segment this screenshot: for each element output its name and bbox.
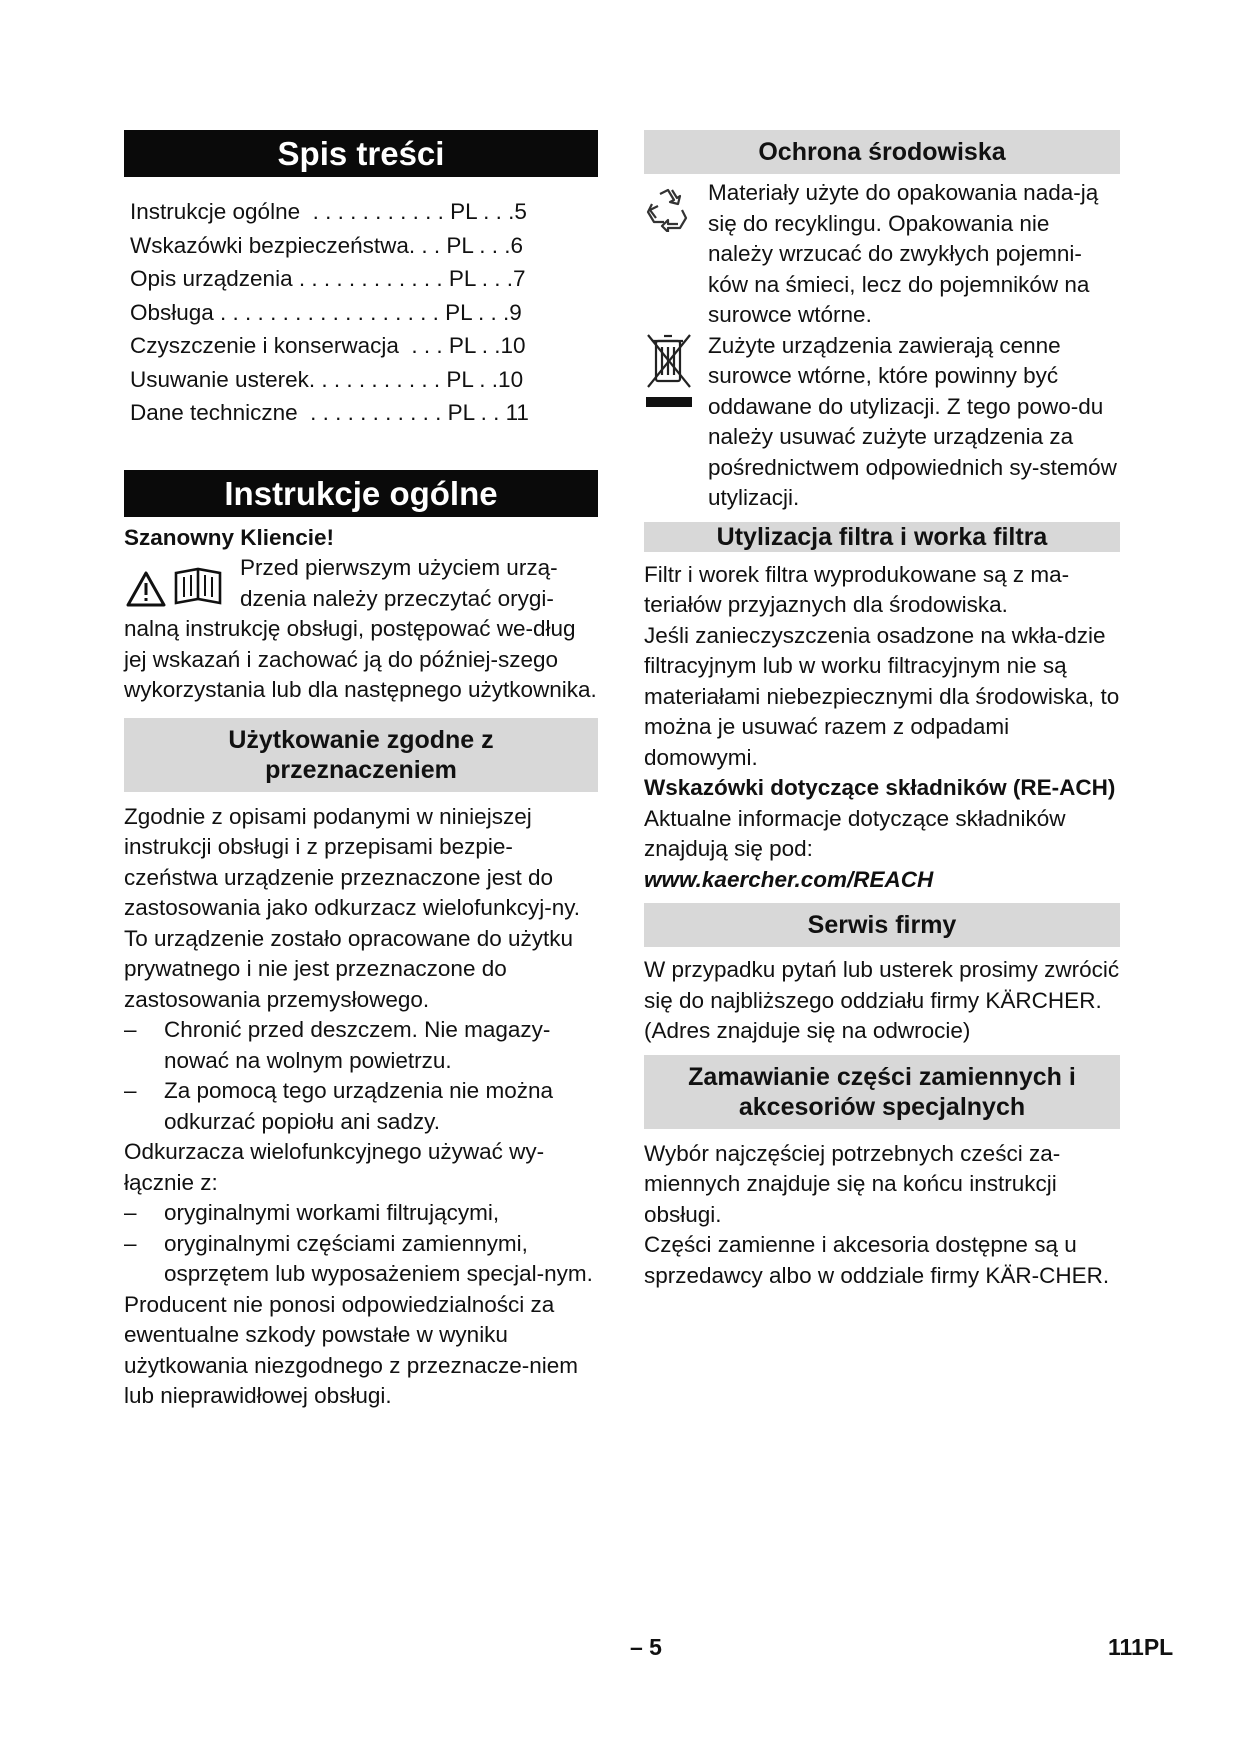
dear-customer-heading: Szanowny Kliencie! — [124, 524, 335, 550]
intended-use-paragraph: Zgodnie z opisami podanymi w niniejszej instrukcji obsługi i z przepisami bezpie-czeństwa urządzenie przeznaczone jest do zastosowania jako odkurzacz wielofunkcyj-ny. — [124, 803, 581, 920]
intro-paragraph: nalną instrukcję obsługi, postępować we-dług jej wskazań i zachować ją do później-szego wykorzystania lub dla następnego użytkownika. — [124, 616, 597, 702]
toc-entry[interactable]: Opis urządzenia . . . . . . . . . . . . PL . . .7 — [130, 266, 526, 291]
toc-entry[interactable]: Usuwanie usterek. . . . . . . . . . . PL . .10 — [130, 366, 524, 392]
reach-heading: Wskazówki dotyczące składników (RE-ACH) — [644, 775, 1116, 800]
dash-mark: – — [124, 1017, 137, 1042]
reach-paragraph: Aktualne informacje dotyczące składników znajdują się pod: — [644, 805, 1066, 861]
spare-parts-paragraph: Wybór najczęściej potrzebnych cześci za-miennych znajduje się na końcu instrukcji obsługi. — [644, 1140, 1061, 1227]
service-address-note: (Adres znajduje się na odwrocie) — [644, 1018, 971, 1043]
toc-entry[interactable]: Instrukcje ogólne . . . . . . . . . . . PL . . .5 — [130, 199, 527, 224]
dash-mark: – — [124, 1230, 137, 1256]
dash-item: – Chronić przed deszczem. Nie magazy-nować na wolnym powietrzu. — [124, 1017, 551, 1073]
filter-paragraph: Filtr i worek filtra wyprodukowane są z ma-teriałów przyjaznych dla środowiska. — [644, 561, 1070, 617]
intended-use-title: Użytkowanie zgodne z przeznaczeniem — [124, 718, 598, 792]
left-column — [124, 130, 598, 1412]
warning-icon — [126, 571, 166, 607]
crossed-bin-icon — [644, 331, 694, 411]
liability-paragraph: Producent nie ponosi odpowiedzialności za ewentualne szkody powstałe w wyniku użytkowania niezgodnego z przeznacze-niem lub nieprawidłowej obsługi. — [124, 1291, 579, 1408]
recycling-paragraph: Materiały użyte do opakowania nada-ją się do recyklingu. Opakowania nie należy wrzucać do zwykłych pojemni-ków na śmieci, lecz do pojemników na surowce wtórne. — [708, 180, 1099, 327]
filter-disposal-title: Utylizacja filtra i worka filtra — [644, 522, 1120, 552]
dash-mark: – — [124, 1078, 137, 1103]
recycling-icon — [644, 188, 690, 232]
intro-with-icons — [124, 553, 598, 614]
table-of-contents — [130, 195, 598, 430]
dash-item: – oryginalnymi workami filtrującymi, — [124, 1198, 598, 1229]
weee-paragraph: Zużyte urządzenia zawierają cenne surowce wtórne, które powinny być oddawane do utylizacji. Z tego powo-du należy usuwać zużyte urządzenia za pośrednictwem odpowiednich sy-stemów utylizacji. — [708, 332, 1117, 510]
environment-title: Ochrona środowiska — [644, 130, 1120, 174]
toc-title: Spis treści — [124, 130, 598, 177]
dash-item: – Za pomocą tego urządzenia nie można odkurzać popiołu ani sadzy. — [124, 1078, 553, 1134]
toc-entry[interactable]: Wskazówki bezpieczeństwa. . . PL . . .6 — [130, 232, 524, 258]
spare-parts-title: Zamawianie części zamiennych i akcesoriów specjalnych — [644, 1055, 1120, 1129]
dash-item: – oryginalnymi częściami zamiennymi, osprzętem lub wyposażeniem specjal-nym. — [124, 1230, 593, 1286]
toc-entry[interactable]: Obsługa . . . . . . . . . . . . . . . . . . PL . . .9 — [130, 299, 522, 325]
spare-parts-paragraph: Części zamienne i akcesoria dostępne są u sprzedawcy albo w oddziale firmy KÄR-CHER. — [644, 1232, 1110, 1288]
toc-entry[interactable]: Dane techniczne . . . . . . . . . . . PL . . 11 — [130, 400, 529, 425]
toc-entry[interactable]: Czyszczenie i konserwacja . . . PL . .10 — [130, 333, 526, 358]
weee-note — [644, 331, 1120, 514]
intended-use-paragraph: Odkurzacza wielofunkcyjnego używać wy-łącznie z: — [124, 1139, 545, 1195]
service-title: Serwis firmy — [644, 903, 1120, 947]
recycling-note — [644, 178, 1120, 331]
manual-book-icon — [172, 567, 224, 607]
page-code: 111PL — [1108, 1634, 1174, 1660]
reach-link[interactable]: www.kaercher.com/REACH — [644, 866, 934, 892]
intro-line: dzenia należy przeczytać orygi- — [240, 585, 554, 611]
page-number: – 5 — [630, 1634, 662, 1660]
filter-paragraph: Jeśli zanieczyszczenia osadzone na wkła-dzie filtracyjnym lub w worku filtracyjnym nie są materiałami niebezpiecznymi dla środowiska, to można je usuwać razem z odpadami domowymi. — [644, 622, 1120, 770]
general-instructions-title: Instrukcje ogólne — [124, 470, 598, 517]
intended-use-paragraph: To urządzenie zostało opracowane do użytku prywatnego i nie jest przeznaczone do zastosowania przemysłowego. — [124, 925, 574, 1012]
service-paragraph: W przypadku pytań lub usterek prosimy zwrócić się do najbliższego oddziału firmy KÄRCHER. — [644, 957, 1120, 1013]
right-column — [644, 130, 1120, 1291]
dash-mark: – — [124, 1200, 137, 1225]
intro-line: Przed pierwszym użyciem urzą- — [240, 555, 558, 580]
